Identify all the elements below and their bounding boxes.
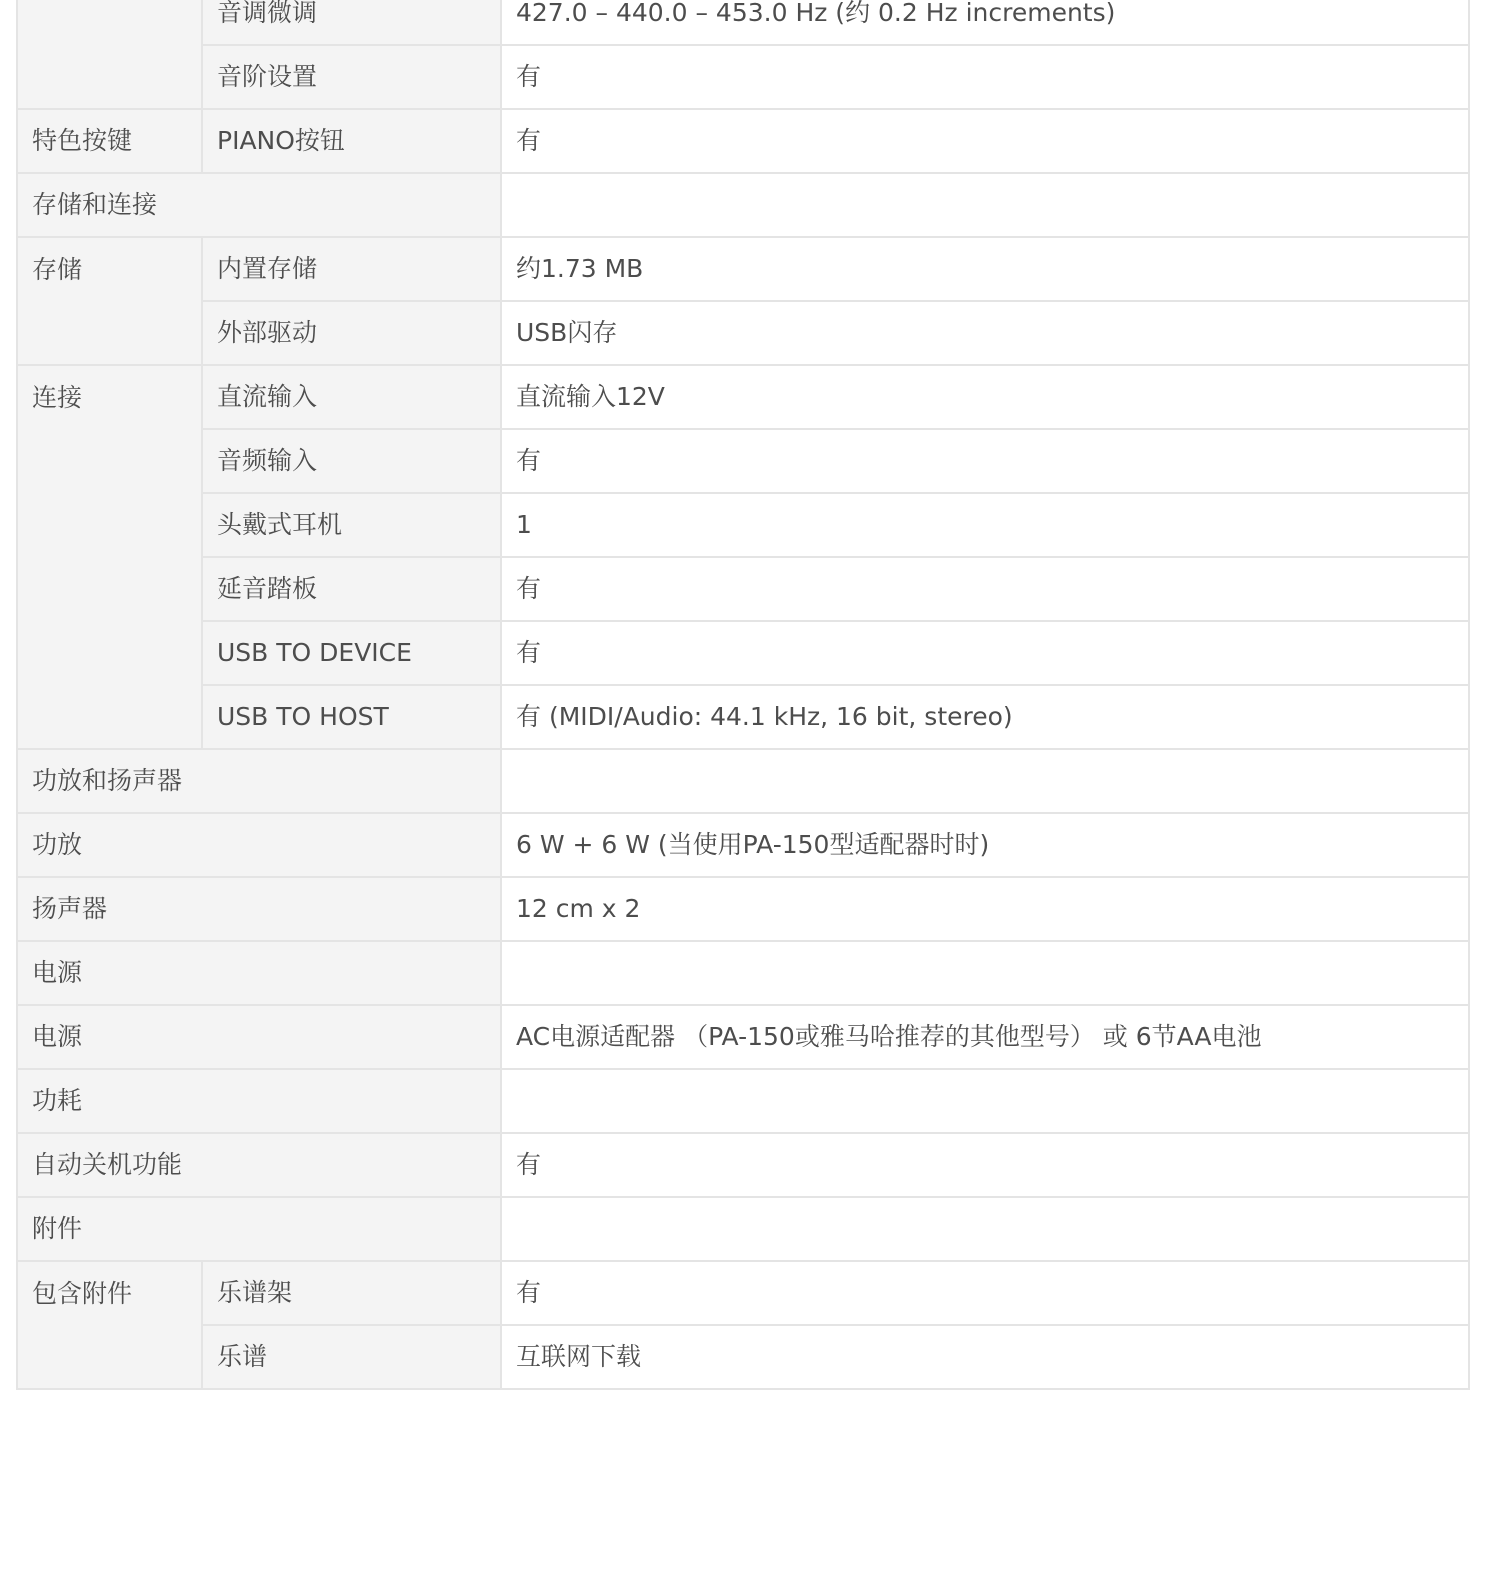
section-empty-cell	[501, 173, 1469, 237]
section-heading-storage-connect: 存储和连接	[17, 173, 501, 237]
spec-section-accessories	[17, 1197, 1469, 1261]
spec-label-amplifier: 功放	[17, 813, 501, 877]
spec-row-tuning	[17, 0, 1469, 45]
spec-row-music-rest	[17, 1261, 1469, 1325]
spec-label-scale: 音阶设置	[202, 45, 501, 109]
spec-row-power-supply	[17, 1005, 1469, 1069]
spec-label-power-consumption: 功耗	[17, 1069, 501, 1133]
spec-value-headphones: 1	[501, 493, 1469, 557]
spec-row-speakers	[17, 877, 1469, 941]
spec-category-storage: 存储	[17, 237, 202, 365]
spec-label-sustain-pedal: 延音踏板	[202, 557, 501, 621]
spec-label-power-supply: 电源	[17, 1005, 501, 1069]
spec-label-usb-to-device: USB TO DEVICE	[202, 621, 501, 685]
spec-label-dc-in: 直流输入	[202, 365, 501, 429]
spec-value-power-supply: AC电源适配器 （PA-150或雅马哈推荐的其他型号） 或 6节AA电池	[501, 1005, 1469, 1069]
spec-value-dc-in: 直流输入12V	[501, 365, 1469, 429]
spec-row-amplifier	[17, 813, 1469, 877]
spec-row-sustain-pedal	[17, 557, 1469, 621]
spec-value-power-consumption	[501, 1069, 1469, 1133]
spec-category-cell	[17, 0, 202, 109]
spec-row-external-drive	[17, 301, 1469, 365]
spec-label-speakers: 扬声器	[17, 877, 501, 941]
spec-value-sustain-pedal: 有	[501, 557, 1469, 621]
spec-row-usb-to-host	[17, 685, 1469, 749]
spec-row-piano-button	[17, 109, 1469, 173]
spec-row-scale	[17, 45, 1469, 109]
spec-label-auto-power-off: 自动关机功能	[17, 1133, 501, 1197]
section-heading-accessories: 附件	[17, 1197, 501, 1261]
section-heading-power: 电源	[17, 941, 501, 1005]
spec-value-external-drive: USB闪存	[501, 301, 1469, 365]
spec-label-audio-in: 音频输入	[202, 429, 501, 493]
spec-row-music-book	[17, 1325, 1469, 1389]
spec-value-tuning: 427.0 – 440.0 – 453.0 Hz (约 0.2 Hz increments)	[501, 0, 1469, 45]
spec-row-internal-storage	[17, 237, 1469, 301]
spec-value-usb-to-device: 有	[501, 621, 1469, 685]
spec-row-headphones	[17, 493, 1469, 557]
spec-label-headphones: 头戴式耳机	[202, 493, 501, 557]
spec-table	[16, 0, 1470, 1390]
spec-label-internal-storage: 内置存储	[202, 237, 501, 301]
spec-value-music-book: 互联网下载	[501, 1325, 1469, 1389]
section-empty-cell	[501, 1197, 1469, 1261]
spec-value-speakers: 12 cm x 2	[501, 877, 1469, 941]
section-heading-amp-speaker: 功放和扬声器	[17, 749, 501, 813]
spec-value-internal-storage: 约1.73 MB	[501, 237, 1469, 301]
spec-category-included: 包含附件	[17, 1261, 202, 1389]
section-empty-cell	[501, 941, 1469, 1005]
spec-row-power-consumption	[17, 1069, 1469, 1133]
spec-section-amp-speaker	[17, 749, 1469, 813]
spec-row-auto-power-off	[17, 1133, 1469, 1197]
spec-value-music-rest: 有	[501, 1261, 1469, 1325]
spec-category-feature: 特色按键	[17, 109, 202, 173]
section-empty-cell	[501, 749, 1469, 813]
spec-category-connect: 连接	[17, 365, 202, 749]
spec-value-amplifier: 6 W + 6 W (当使用PA-150型适配器时时)	[501, 813, 1469, 877]
spec-value-usb-to-host: 有 (MIDI/Audio: 44.1 kHz, 16 bit, stereo)	[501, 685, 1469, 749]
spec-label-music-rest: 乐谱架	[202, 1261, 501, 1325]
spec-label-piano-button: PIANO按钮	[202, 109, 501, 173]
spec-value-audio-in: 有	[501, 429, 1469, 493]
spec-label-music-book: 乐谱	[202, 1325, 501, 1389]
spec-label-external-drive: 外部驱动	[202, 301, 501, 365]
spec-row-dc-in	[17, 365, 1469, 429]
spec-value-scale: 有	[501, 45, 1469, 109]
spec-section-storage-connect	[17, 173, 1469, 237]
spec-row-audio-in	[17, 429, 1469, 493]
spec-section-power	[17, 941, 1469, 1005]
spec-value-auto-power-off: 有	[501, 1133, 1469, 1197]
spec-value-piano-button: 有	[501, 109, 1469, 173]
spec-label-usb-to-host: USB TO HOST	[202, 685, 501, 749]
spec-label-tuning: 音调微调	[202, 0, 501, 45]
spec-row-usb-to-device	[17, 621, 1469, 685]
